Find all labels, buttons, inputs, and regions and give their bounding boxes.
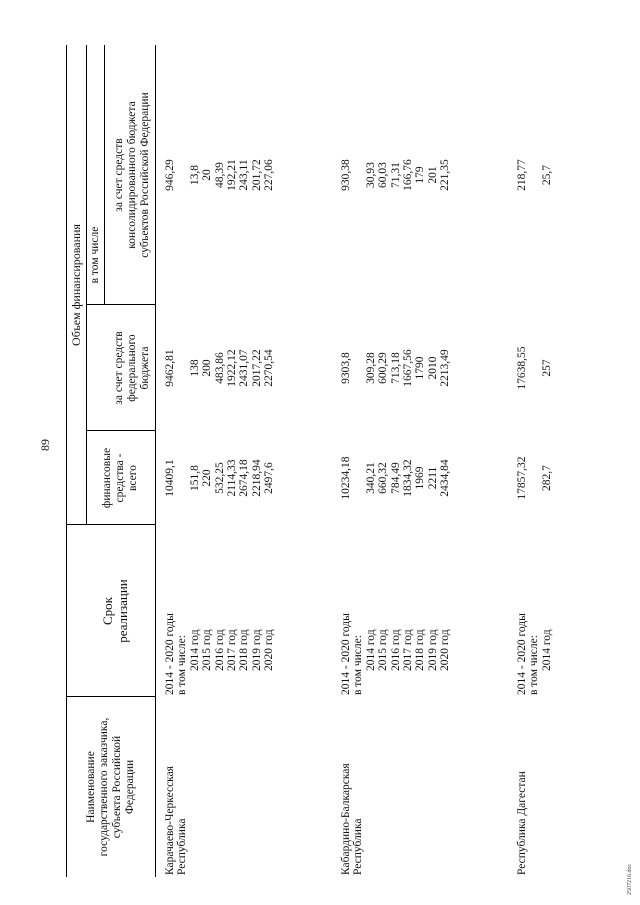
header-including: в том числе (89, 226, 101, 284)
region-regional-values: 218,77 25,7 (516, 159, 553, 191)
including-header-divider (104, 45, 105, 305)
header-regional: за счет средств консолидированного бюджета субъектов Российской Федерации (113, 92, 151, 258)
header-total: финансовые средства - всего (101, 447, 139, 509)
region-federal-values: 9462,81 138 200 483,86 1922,12 2431,07 2017,22 2270,54 (164, 349, 276, 387)
volume-header-divider (86, 45, 87, 525)
region-total-values: 10409,1 151,8 220 532,25 2114,33 2674,18 2218,94 2497,6 (164, 459, 276, 497)
header-volume: Объем финансирования (69, 224, 83, 346)
region-regional-values: 930,38 30,93 60,03 71,31 166,76 179 201 221,35 (340, 159, 452, 191)
header-federal: за счет средств федерального бюджета (113, 331, 151, 405)
region-period: 2014 - 2020 годы в том числе: 2014 год 2015 год 2016 год 2017 год 2018 год 2019 год 2020 год (164, 613, 276, 695)
region-name: Карачаево-Черкесская Республика (164, 766, 189, 875)
header-name: Наименование государственного заказчика, субъекта Российской Федерации (85, 717, 136, 857)
page-number: 89 (38, 439, 52, 451)
region-period: 2014 - 2020 годы в том числе: 2014 год 2015 год 2016 год 2017 год 2018 год 2019 год 2020 год (340, 613, 452, 695)
table-header-bottom-border (155, 45, 156, 877)
header-period: Срок реализации (100, 579, 130, 643)
region-federal-values: 17638,55 257 (516, 346, 553, 390)
region-regional-values: 946,29 13,8 20 48,39 192,21 243,11 201,72 227,06 (164, 159, 276, 191)
document-id: 2507216.doc (627, 863, 633, 895)
region-period: 2014 - 2020 годы в том числе: 2014 год (516, 613, 553, 695)
region-name: Республика Дагестан (516, 771, 528, 875)
region-federal-values: 9303,8 309,28 600,29 713,18 1667,56 1790 2010 2213,49 (340, 349, 452, 387)
region-name: Кабардино-Балкарская Республика (340, 763, 365, 875)
region-total-values: 10234,18 340,21 660,32 784,49 1834,32 1969 2211 2434,84 (340, 456, 452, 500)
region-total-values: 17857,32 282,7 (516, 456, 553, 500)
table-top-border (66, 45, 67, 877)
